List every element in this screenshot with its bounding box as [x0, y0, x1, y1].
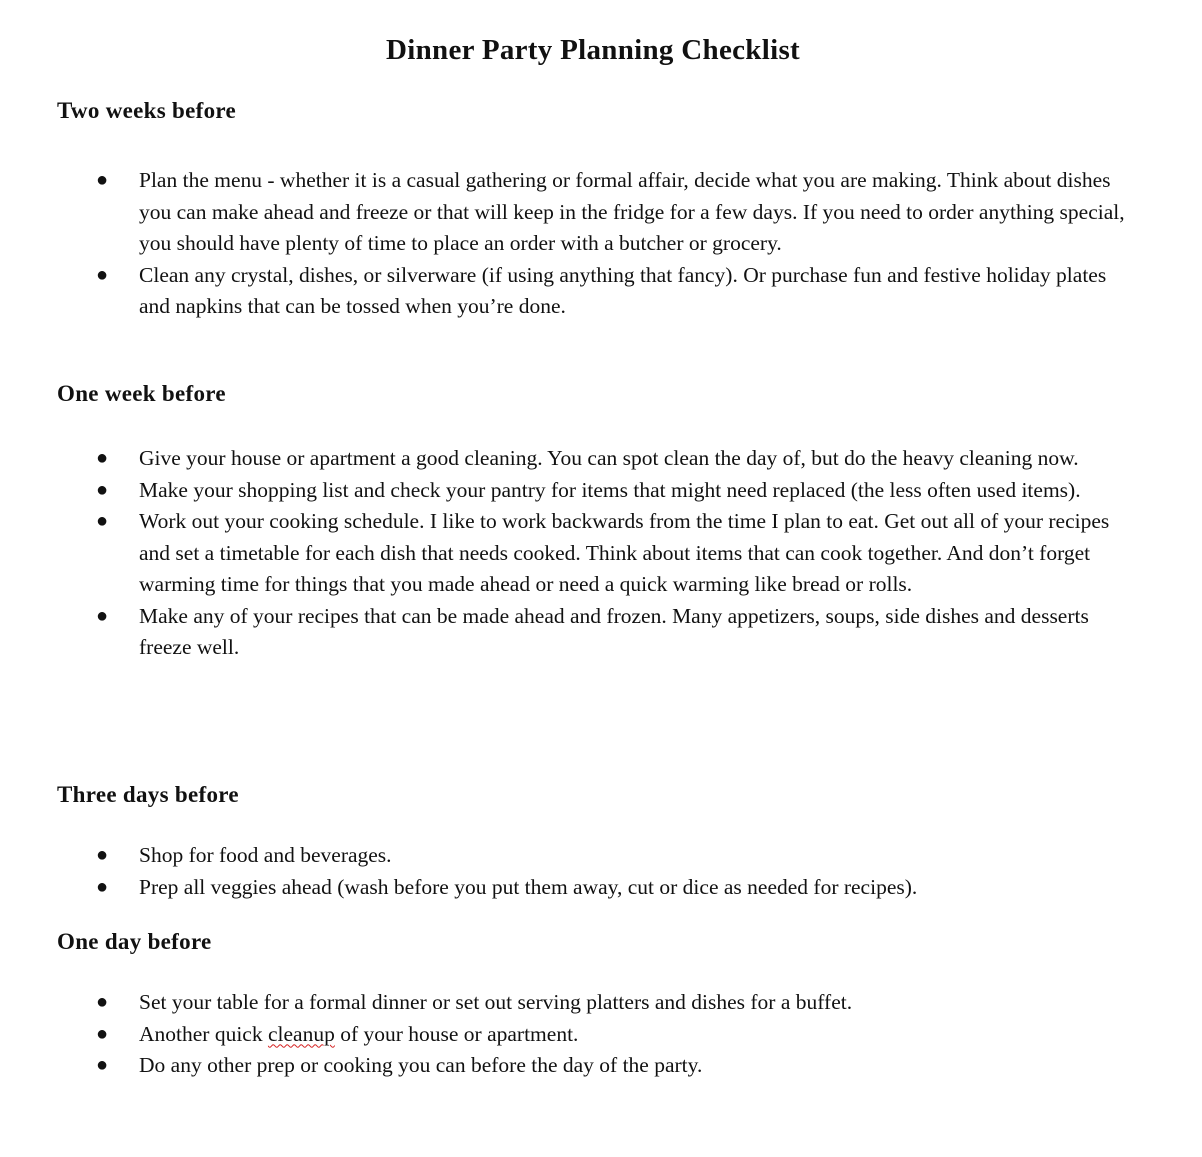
bullet-icon: ●	[96, 169, 109, 191]
checklist-item-text: Give your house or apartment a good cleaning. You can spot clean the day of, but do the heavy cleaning now.	[139, 446, 1079, 470]
checklist-item-text: Make any of your recipes that can be made ahead and frozen. Many appetizers, soups, side dishes and desserts freeze well.	[139, 603, 1089, 659]
checklist-item	[0, 475, 1139, 507]
section-heading: One day before	[57, 929, 212, 954]
checklist-item	[0, 443, 1139, 475]
checklist-item	[0, 1019, 1139, 1051]
section-heading: Two weeks before	[57, 98, 236, 123]
bullet-icon: ●	[96, 991, 109, 1013]
checklist-item	[0, 506, 1139, 601]
checklist-item-text: Clean any crystal, dishes, or silverware (if using anything that fancy). Or purchase fun and festive holiday plates and napkins that can be tossed when you’re done.	[139, 262, 1107, 318]
bullet-icon: ●	[96, 875, 109, 898]
bullet-icon: ●	[96, 263, 109, 286]
checklist	[0, 840, 1202, 903]
bullet-icon: ●	[96, 1022, 109, 1045]
checklist	[0, 165, 1202, 323]
section-heading: One week before	[57, 381, 226, 406]
checklist-item	[0, 165, 1139, 260]
bullet-icon: ●	[96, 1054, 109, 1076]
checklist-item-text: Another quick cleanup of your house or apartment.	[139, 1021, 579, 1046]
checklist	[0, 987, 1202, 1082]
checklist-item-text: Work out your cooking schedule. I like to work backwards from the time I plan to eat. Get out all of your recipes and set a timetable for each dish that needs cooked. Think about items that can cook together. And don’t forget warming time for things that you made ahead or need a quick warming like bread or rolls.	[139, 509, 1110, 596]
page-title: Dinner Party Planning Checklist	[386, 34, 800, 66]
checklist-item-text: Do any other prep or cooking you can before the day of the party.	[139, 1053, 703, 1077]
checklist-item	[0, 601, 1139, 664]
spellcheck-flagged-word[interactable]: cleanup	[267, 1021, 335, 1046]
checklist-item	[0, 987, 1139, 1019]
bullet-icon: ●	[96, 510, 109, 532]
checklist-item-text: Plan the menu - whether it is a casual gathering or formal affair, decide what you are making. Think about dishes you can make ahead and freeze or that will keep in the fridge for a few days. If you need to order anything special, you should have plenty of time to place an order with a butcher or grocery.	[139, 168, 1125, 255]
checklist-item	[0, 1050, 1139, 1082]
checklist	[0, 443, 1202, 664]
checklist-item-text: Prep all veggies ahead (wash before you put them away, cut or dice as needed for recipes).	[139, 874, 918, 899]
bullet-icon: ●	[96, 447, 109, 469]
checklist-item-text: Make your shopping list and check your pantry for items that might need replaced (the less often used items).	[139, 477, 1081, 502]
bullet-icon: ●	[96, 604, 109, 627]
checklist-item	[0, 840, 1139, 872]
checklist-item-text: Shop for food and beverages.	[139, 843, 392, 867]
checklist-item	[0, 260, 1139, 323]
checklist-item-text: Set your table for a formal dinner or set out serving platters and dishes for a buffet.	[139, 990, 853, 1014]
section-heading: Three days before	[57, 782, 239, 807]
bullet-icon: ●	[96, 478, 109, 501]
bullet-icon: ●	[96, 844, 109, 866]
checklist-item	[0, 872, 1139, 904]
